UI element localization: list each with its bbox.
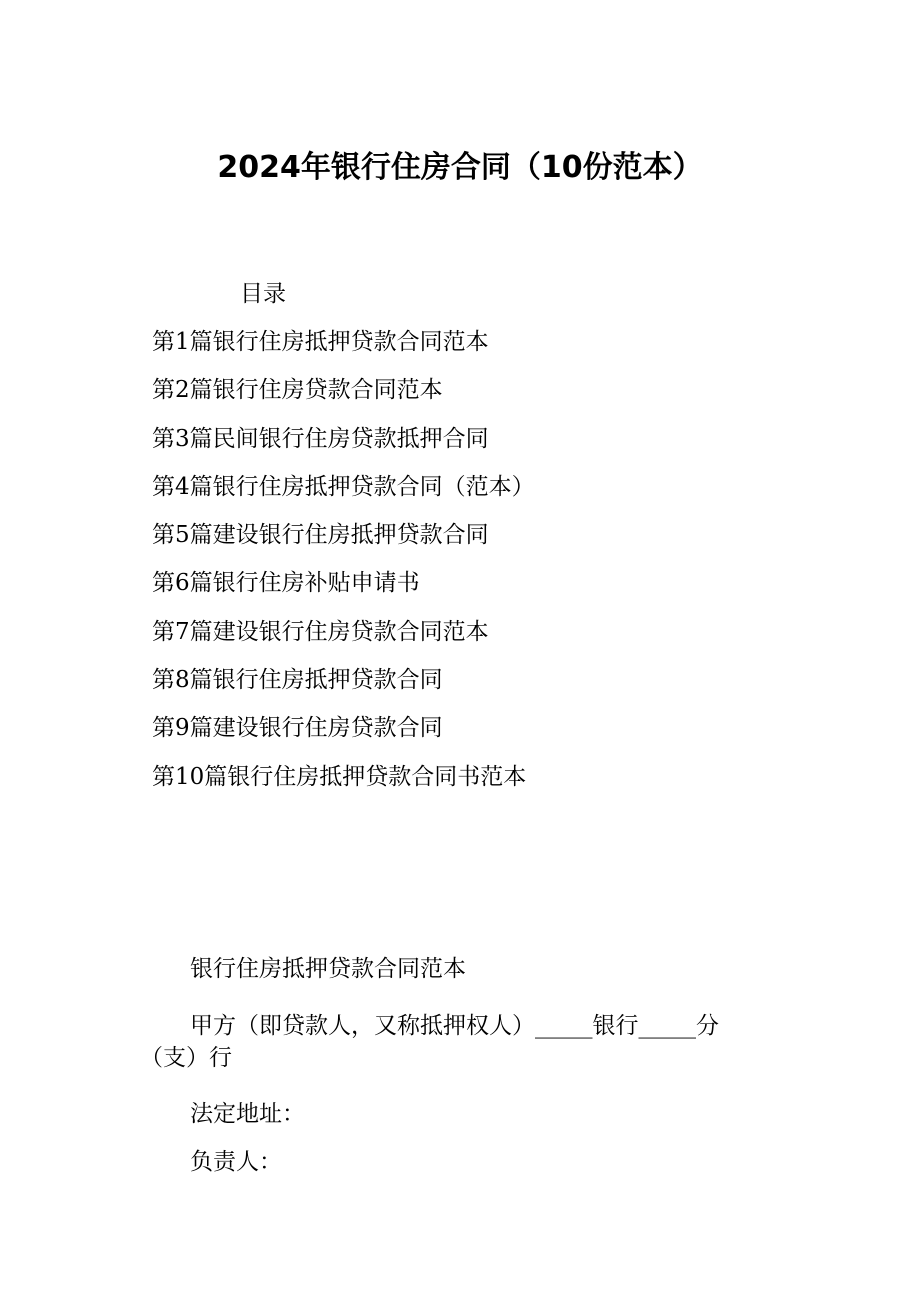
- toc-heading: 目录: [240, 281, 286, 307]
- document-title: 2024年银行住房合同（10份范本）: [217, 150, 703, 185]
- table-of-contents: [152, 326, 535, 809]
- address-label: 法定地址：: [190, 1101, 305, 1127]
- toc-item: 第4篇银行住房抵押贷款合同（范本）: [152, 473, 535, 500]
- toc-item: 第6篇银行住房补贴申请书: [152, 570, 420, 597]
- toc-item: 第7篇建设银行住房贷款合同范本: [152, 618, 489, 645]
- leader-label: 负责人：: [190, 1149, 282, 1175]
- toc-item: 第8篇银行住房抵押贷款合同: [152, 667, 443, 694]
- toc-item: 第9篇建设银行住房贷款合同: [152, 715, 443, 742]
- toc-item: 第3篇民间银行住房贷款抵押合同: [152, 425, 489, 452]
- toc-item: 第10篇银行住房抵押贷款合同书范本: [152, 763, 527, 790]
- party-a-line: （支）行: [140, 1045, 232, 1071]
- toc-item: 第1篇银行住房抵押贷款合同范本: [152, 329, 489, 355]
- section-title: 银行住房抵押贷款合同范本: [190, 956, 466, 982]
- party-a-paragraph: [140, 1002, 790, 1082]
- toc-item: 第5篇建设银行住房抵押贷款合同: [152, 522, 489, 549]
- party-a-line: 甲方（即贷款人，又称抵押权人）_____银行_____分: [190, 1013, 719, 1039]
- toc-item: 第2篇银行住房贷款合同范本: [152, 377, 443, 404]
